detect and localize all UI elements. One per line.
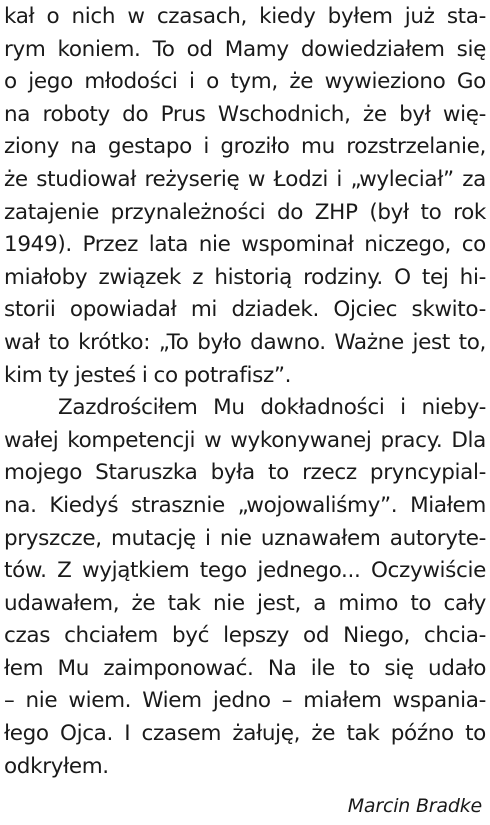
text-line: zatajenie przynależności do ZHP (był to rok xyxy=(4,199,486,225)
text-line: o jego młodości i o tym, że wywieziono Go xyxy=(4,69,486,95)
text-line: miałoby związek z historią rodziny. O tej hi- xyxy=(4,264,486,290)
author-signature: Marcin Bradke xyxy=(347,795,482,817)
text-line: Zazdrościłem Mu dokładności i nieby- xyxy=(58,395,486,421)
text-line: rym koniem. To od Mamy dowiedziałem się xyxy=(4,36,486,62)
text-line: mojego Staruszka była to rzecz pryncypial- xyxy=(4,460,486,486)
text-line: storii opowiadał mi dziadek. Ojciec skwito- xyxy=(4,297,486,323)
text-line: łem Mu zaimponować. Na ile to się udało xyxy=(4,655,486,681)
text-line: udawałem, że tak nie jest, a mimo to cały xyxy=(4,590,486,616)
text-line: kim ty jesteś i co potrafisz”. xyxy=(4,362,292,388)
text-line: odkryłem. xyxy=(4,753,109,779)
text-line: że studiował reżyserię w Łodzi i „wyleciał” za xyxy=(4,166,486,192)
text-line: na. Kiedyś strasznie „wojowaliśmy”. Miałem xyxy=(4,492,486,518)
text-line: na roboty do Prus Wschodnich, że był wię- xyxy=(4,101,486,127)
paragraph-2 xyxy=(4,392,486,783)
text-line: – nie wiem. Wiem jedno – miałem wspania- xyxy=(4,688,486,714)
text-line: wał to krótko: „To było dawno. Ważne jest to, xyxy=(4,329,486,355)
text-line: ziony na gestapo i groziło mu rozstrzelanie, xyxy=(4,134,486,160)
paragraph-1 xyxy=(4,1,486,392)
text-line: łego Ojca. I czasem żałuję, że tak późno to xyxy=(4,721,486,747)
text-line: 1949). Przez lata nie wspominał niczego, co xyxy=(4,232,486,258)
text-line: kał o nich w czasach, kiedy byłem już sta- xyxy=(4,4,486,29)
text-line: czas chciałem być lepszy od Niego, chcia- xyxy=(4,623,486,649)
text-line: wałej kompetencji w wykonywanej pracy. Dla xyxy=(4,427,486,453)
text-line: tów. Z wyjątkiem tego jednego... Oczywiście xyxy=(4,558,486,584)
text-line: pryszcze, mutację i nie uznawałem autoryte- xyxy=(4,525,486,551)
